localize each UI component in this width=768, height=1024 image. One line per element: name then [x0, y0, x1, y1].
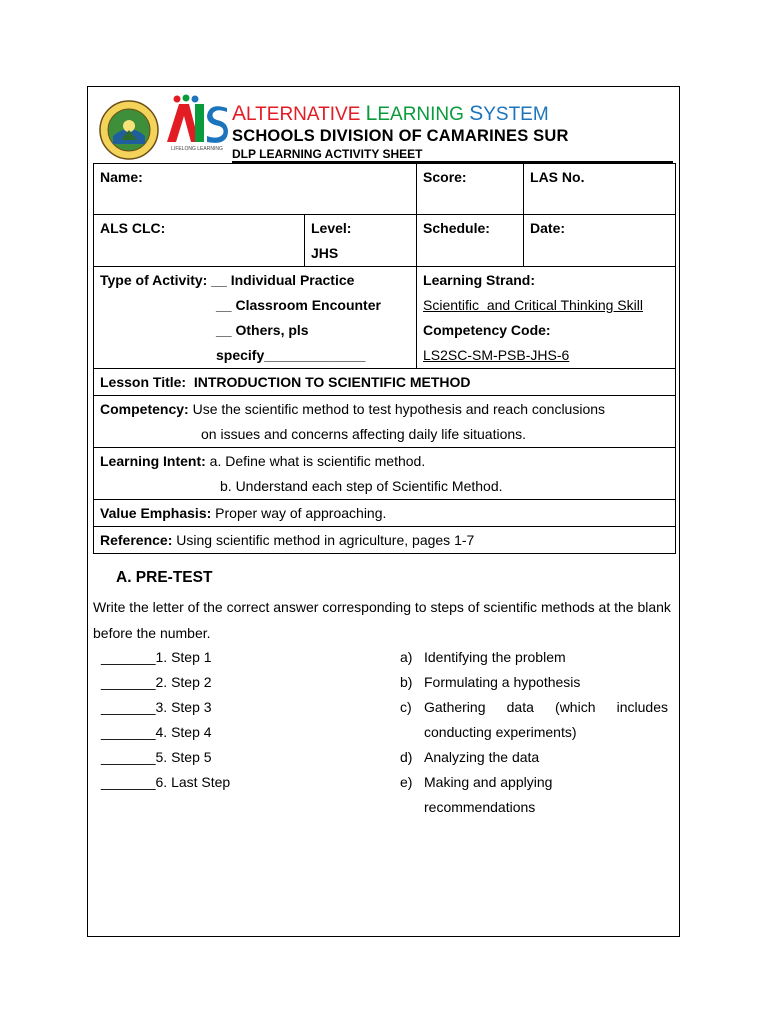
division-seal-logo	[99, 100, 159, 160]
value-emphasis-row: Value Emphasis: Proper way of approaching.	[94, 500, 676, 527]
question-item[interactable]: _______3. Step 3	[101, 699, 212, 715]
answer-item: conducting experiments)	[424, 724, 577, 740]
date-field[interactable]: Date:	[524, 215, 676, 267]
competency-code-value: LS2SC-SM-PSB-JHS-6	[423, 347, 570, 363]
answer-item: e) Making and applying	[400, 774, 553, 790]
name-field[interactable]: Name:	[94, 164, 417, 215]
logo-tagline: LIFELONG LEARNING	[171, 146, 223, 152]
system-title: ALTERNATIVE LEARNING SYSTEM	[232, 102, 549, 125]
activity-type-label: Type of Activity:	[100, 272, 208, 288]
question-item[interactable]: _______6. Last Step	[101, 774, 231, 790]
strand-cell	[417, 267, 676, 369]
reference-row: Reference: Using scientific method in agriculture, pages 1-7	[94, 527, 676, 554]
score-field[interactable]: Score:	[417, 164, 524, 215]
las-no-field[interactable]: LAS No.	[524, 164, 676, 215]
answer-choices	[400, 645, 668, 820]
question-item[interactable]: _______1. Step 1	[101, 649, 212, 665]
learning-intent-row: Learning Intent: a. Define what is scientific method. b. Understand each step of Scientific Method.	[94, 448, 676, 500]
pretest-instruction: Write the letter of the correct answer corresponding to steps of scientific methods at the blank before the number.	[93, 599, 671, 641]
division-title: SCHOOLS DIVISION OF CAMARINES SUR	[232, 127, 569, 145]
strand-value: Scientific and Critical Thinking Skill	[423, 297, 643, 313]
question-item[interactable]: _______2. Step 2	[101, 674, 212, 690]
competency-row: Competency: Use the scientific method to test hypothesis and reach conclusions on issues and concerns affecting daily life situations.	[94, 396, 676, 448]
answer-item: d) Analyzing the data	[400, 749, 540, 765]
answer-item: recommendations	[424, 799, 536, 815]
competency-code-label: Competency Code:	[423, 322, 551, 338]
schedule-field[interactable]: Schedule:	[417, 215, 524, 267]
answer-item: b) Formulating a hypothesis	[400, 674, 581, 690]
activity-option-classroom: __ Classroom Encounter	[216, 297, 381, 313]
activity-option-specify: specify_____________	[216, 347, 366, 363]
activity-option-individual: __ Individual Practice	[211, 272, 355, 288]
activity-type-cell	[94, 267, 417, 369]
question-list	[101, 645, 230, 795]
question-item[interactable]: _______5. Step 5	[101, 749, 212, 765]
level-field: Level: JHS	[305, 215, 417, 267]
activity-option-others: __ Others, pls	[216, 322, 309, 338]
pretest-heading: A. PRE-TEST	[116, 569, 213, 586]
question-item[interactable]: _______4. Step 4	[101, 724, 212, 740]
lesson-title-row: Lesson Title: INTRODUCTION TO SCIENTIFIC METHOD	[94, 369, 676, 396]
answer-item: c) Gathering data (which includes	[400, 699, 668, 715]
answer-item: a) Identifying the problem	[400, 649, 566, 665]
als-logo	[165, 94, 229, 160]
als-clc-field[interactable]: ALS CLC:	[94, 215, 305, 267]
activity-sheet-form	[93, 163, 676, 554]
sheet-type: DLP LEARNING ACTIVITY SHEET	[232, 147, 423, 161]
strand-label: Learning Strand:	[423, 272, 536, 288]
